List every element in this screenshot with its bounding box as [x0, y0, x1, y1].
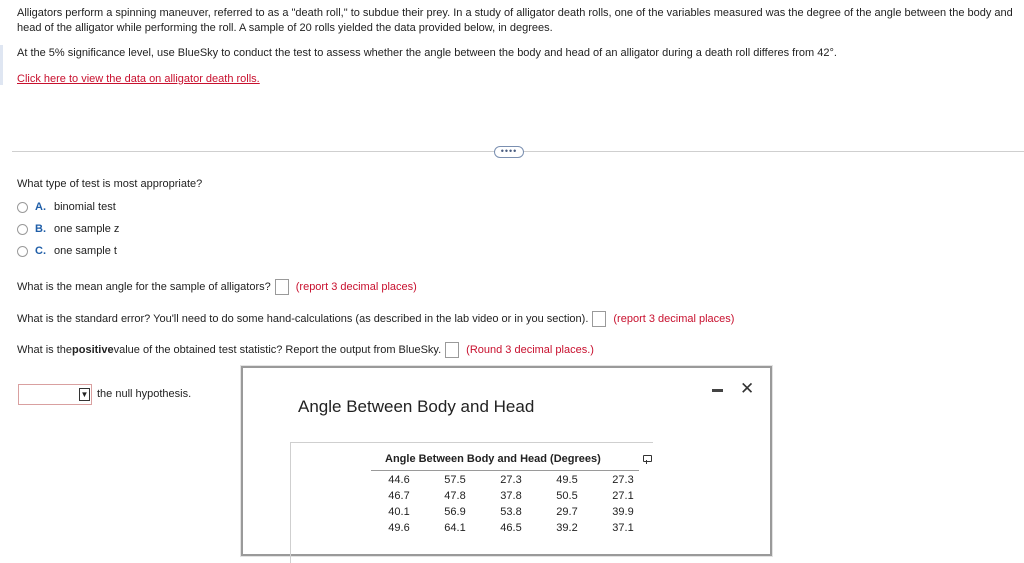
option-b-text: one sample z — [54, 223, 120, 235]
dropdown-arrow-icon[interactable]: ▼ — [80, 390, 89, 399]
se-hint: (report 3 decimal places) — [613, 313, 735, 325]
intro-question: At the 5% significance level, use BlueSky to conduct the test to assess whether the angle between the body and head of an alligator during a death roll differes from 42°. — [17, 47, 837, 59]
table-row — [371, 488, 651, 504]
copy-icon[interactable] — [643, 455, 652, 462]
table-cell: 47.8 — [444, 490, 466, 502]
option-c-text: one sample t — [54, 245, 117, 257]
mean-hint: (report 3 decimal places) — [295, 281, 417, 293]
table-cell: 37.8 — [500, 490, 522, 502]
table-row — [371, 472, 651, 488]
data-popup-window — [241, 366, 772, 556]
option-b-letter: B. — [35, 223, 46, 235]
option-b[interactable] — [17, 223, 119, 235]
table-cell: 49.5 — [556, 474, 578, 486]
expand-button[interactable]: •••• — [494, 146, 524, 158]
option-c[interactable] — [17, 245, 117, 257]
angle-data-table — [371, 472, 651, 536]
minimize-icon[interactable] — [712, 389, 723, 392]
table-cell: 49.6 — [388, 522, 410, 534]
question-test-statistic — [17, 342, 594, 358]
radio-c[interactable] — [17, 246, 28, 257]
se-answer-input[interactable] — [592, 311, 606, 327]
table-cell: 57.5 — [444, 474, 466, 486]
table-cell: 53.8 — [500, 506, 522, 518]
mean-answer-input[interactable] — [275, 279, 289, 295]
stat-prompt-bold: positive — [72, 344, 114, 356]
table-cell: 40.1 — [388, 506, 410, 518]
table-cell: 46.5 — [500, 522, 522, 534]
problem-intro — [17, 6, 1017, 61]
null-hypothesis-text: the null hypothesis. — [97, 388, 192, 400]
option-a[interactable] — [17, 201, 116, 213]
se-prompt: What is the standard error? You'll need to do some hand-calculations (as described in the lab video or in you section). — [17, 313, 589, 325]
question-standard-error — [17, 311, 734, 327]
stat-answer-input[interactable] — [445, 342, 459, 358]
table-row — [371, 520, 651, 536]
radio-b[interactable] — [17, 224, 28, 235]
table-cell: 39.9 — [612, 506, 634, 518]
close-icon[interactable]: ✕ — [740, 379, 755, 398]
option-a-letter: A. — [35, 201, 46, 213]
stat-prompt-before: What is the — [17, 344, 73, 356]
table-cell: 27.3 — [500, 474, 522, 486]
table-cell: 27.1 — [612, 490, 634, 502]
table-title: Angle Between Body and Head (Degrees) — [385, 453, 601, 465]
table-cell: 56.9 — [444, 506, 466, 518]
table-title-rule — [371, 470, 639, 471]
table-cell: 50.5 — [556, 490, 578, 502]
table-cell: 39.2 — [556, 522, 578, 534]
question-mean — [17, 279, 417, 295]
hypothesis-dropdown[interactable] — [18, 384, 92, 405]
left-accent-bar — [0, 45, 3, 85]
view-data-link[interactable]: Click here to view the data on alligator death rolls. — [17, 73, 260, 85]
stat-prompt-after: value of the obtained test statistic? Report the output from BlueSky. — [113, 344, 442, 356]
stat-hint: (Round 3 decimal places.) — [466, 344, 594, 356]
table-row — [371, 504, 651, 520]
data-table-panel — [290, 442, 653, 563]
table-cell: 37.1 — [612, 522, 634, 534]
question-test-type: What type of test is most appropriate? — [17, 178, 203, 190]
popup-title: Angle Between Body and Head — [298, 397, 535, 416]
table-cell: 29.7 — [556, 506, 578, 518]
table-cell: 64.1 — [444, 522, 466, 534]
mean-prompt: What is the mean angle for the sample of alligators? — [17, 281, 271, 293]
table-cell: 27.3 — [612, 474, 634, 486]
table-cell: 46.7 — [388, 490, 410, 502]
intro-paragraph: Alligators perform a spinning maneuver, referred to as a "death roll," to subdue their prey. In a study of alligator death rolls, one of the variables measured was the degree of the angle between the body and head of the alligator while performing the roll. A sample of 20 rolls yielded the data provided below, in degrees. — [17, 7, 1013, 34]
radio-a[interactable] — [17, 202, 28, 213]
table-cell: 44.6 — [388, 474, 410, 486]
option-c-letter: C. — [35, 245, 46, 257]
option-a-text: binomial test — [54, 201, 116, 213]
